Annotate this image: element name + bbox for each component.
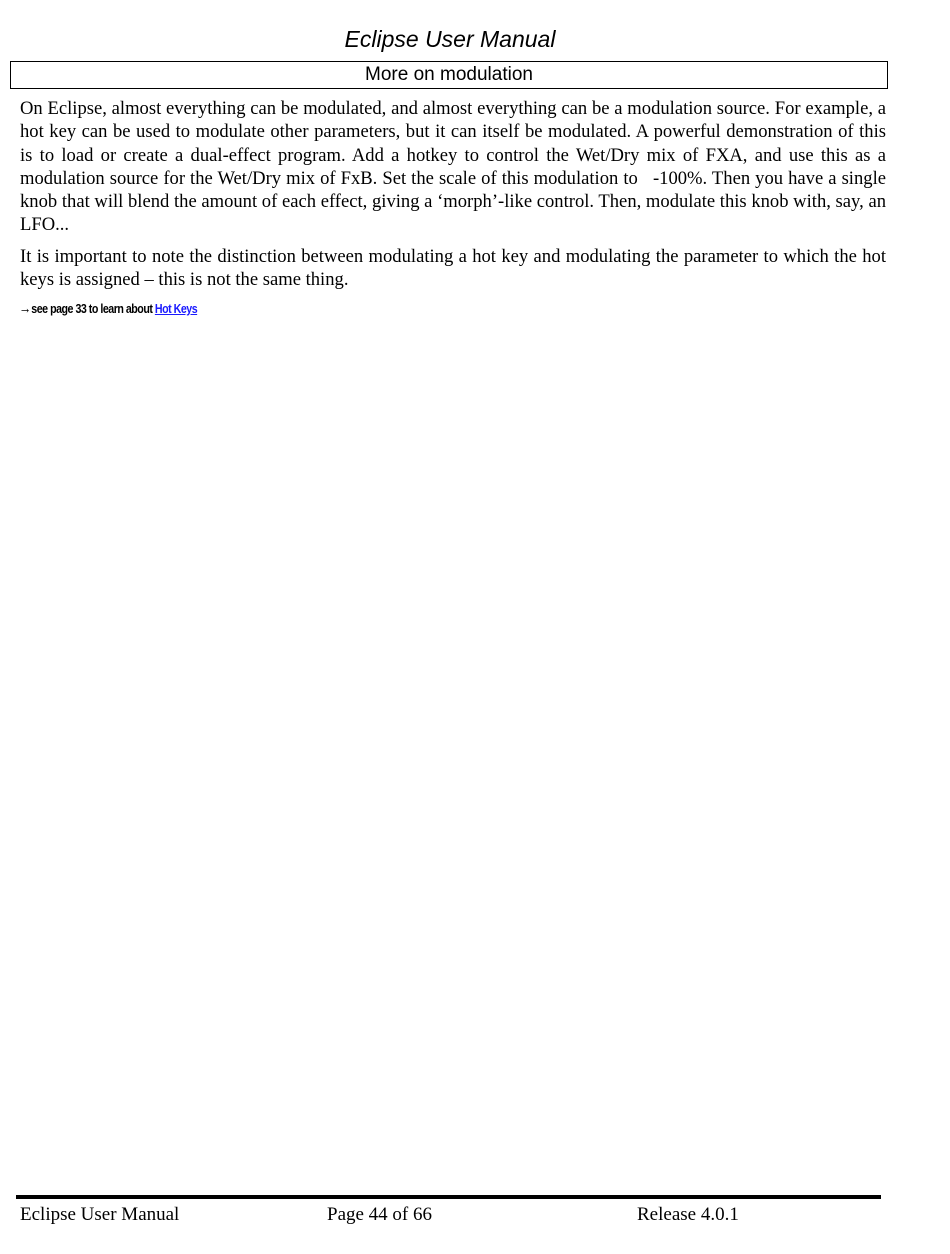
- section-heading: More on modulation: [10, 61, 888, 89]
- cross-reference-text: see page 33 to learn about: [31, 301, 155, 316]
- footer-divider: [16, 1195, 881, 1199]
- right-arrow-icon: →: [19, 300, 32, 317]
- body-paragraph: On Eclipse, almost everything can be modulated, and almost everything can be a modulation source. For example, a hot key can be used to modulate other parameters, but it can itself be modulated. A powerful demonstration of this is to load or create a dual-effect program. Add a hotkey to control the Wet/Dry mix of FXA, and use this as a modulation source for the Wet/Dry mix of FxB. Set the scale of this modulation to -100%. Then you have a single knob that will blend the amount of each effect, giving a ‘morph’-like control. Then, modulate this knob with, say, an LFO...: [20, 98, 886, 236]
- cross-reference: [19, 298, 197, 320]
- hot-keys-link[interactable]: Hot Keys: [154, 301, 198, 316]
- footer-page-number: Page 44 of 66: [327, 1204, 433, 1225]
- footer-release: Release 4.0.1: [637, 1204, 739, 1225]
- footer-manual-title: Eclipse User Manual: [20, 1204, 180, 1225]
- page-header-title: Eclipse User Manual: [344, 26, 556, 52]
- body-paragraph: It is important to note the distinction between modulating a hot key and modulating the parameter to which the hot keys is assigned – this is not the same thing.: [20, 246, 886, 291]
